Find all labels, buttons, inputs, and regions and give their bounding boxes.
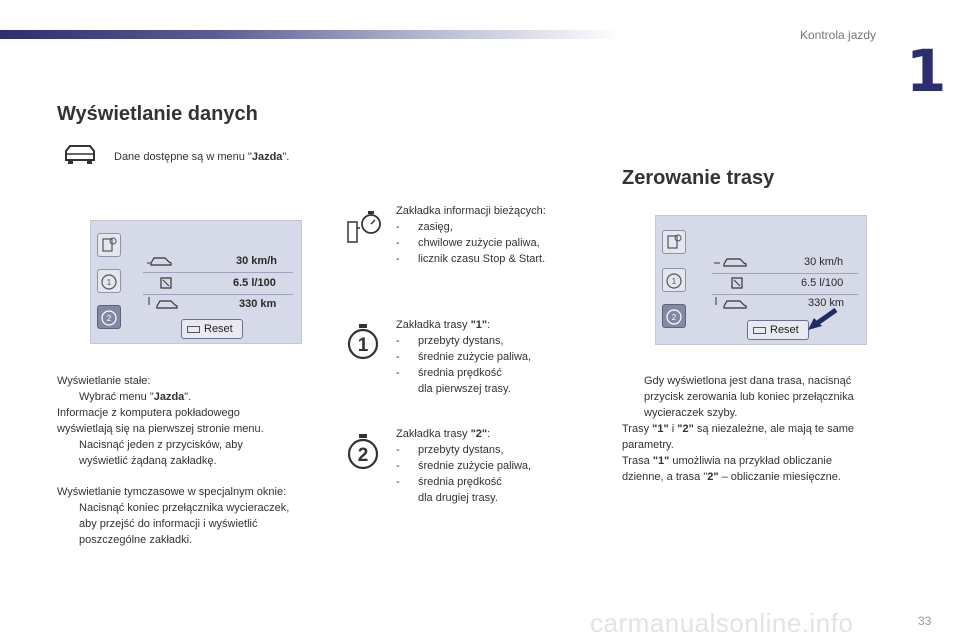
stopwatch-1-icon [98, 270, 120, 292]
watermark: carmanualsonline.info [590, 608, 854, 638]
car-range-icon [147, 253, 175, 267]
reset-button[interactable]: Reset [747, 320, 809, 340]
svg-text:2: 2 [671, 313, 677, 322]
press-arrow-icon [804, 308, 840, 332]
stopwatch-2-icon [98, 306, 120, 328]
screen-speed: 30 km/h [804, 256, 844, 268]
screen-consumption: 6.5 l/100 [233, 277, 276, 289]
menu-hint: Dane dostępne są w menu "Jazda". [114, 151, 290, 163]
tab-button-trip1[interactable] [97, 269, 121, 293]
tab-button-trip2[interactable] [662, 304, 686, 328]
tab-button-current[interactable] [662, 230, 686, 254]
tab-button-trip2[interactable] [97, 305, 121, 329]
current-info-tab-text: Zakładka informacji bieżących: - zasięg, - chwilowe zużycie paliwa, - licznik czasu Stop & Start. [396, 205, 546, 265]
stopwatch-trip1-icon [345, 322, 381, 362]
car-dashboard-icon [62, 143, 98, 165]
chapter-number: 1 [906, 37, 947, 105]
screen-range: 330 km [808, 297, 845, 309]
permanent-display-text: Wyświetlanie stałe: Wybrać menu "Jazda". Informacje z komputera pokładowego wyświetlają się na pierwszej stronie menu. Nacisnąć jeden z przycisków, aby wyświetlić żądaną zakładkę. [57, 375, 264, 467]
screen-consumption: 6.5 l/100 [801, 277, 844, 289]
car-range-icon [714, 254, 754, 268]
car-distance-icon [147, 294, 183, 310]
screen-speed: 30 km/h [236, 255, 277, 267]
trip-computer-screen [90, 220, 302, 344]
reset-button[interactable]: Reset [181, 319, 243, 339]
temporary-display-text: Wyświetlanie tymczasowe w specjalnym oknie: Nacisnąć koniec przełącznika wycieraczek, aby przejść do informacji i wyświetlić poszczególne zakładki. [57, 486, 290, 546]
tab-button-current[interactable] [97, 233, 121, 257]
fuel-tab-icon [98, 234, 120, 256]
screen-range: 330 km [239, 298, 277, 310]
page-number: 33 [918, 614, 932, 628]
stopwatch-trip2-icon [345, 432, 381, 472]
screen-divider [143, 272, 293, 273]
left-heading: Wyświetlanie danych [57, 103, 258, 125]
car-distance-icon [714, 294, 754, 310]
svg-text:1: 1 [357, 335, 369, 356]
trip2-tab-text: Zakładka trasy "2": - przebyty dystans, - średnie zużycie paliwa, - średnia prędkość dla drugiej trasy. [396, 428, 532, 504]
trip1-tab-text: Zakładka trasy "1": - przebyty dystans, - średnie zużycie paliwa, - średnia prędkość dla pierwszej trasy. [396, 319, 532, 395]
fuel-gauge-icon [159, 276, 173, 290]
section-title: Kontrola jazdy [800, 28, 877, 42]
stopwatch-1-icon [663, 269, 685, 291]
keyboard-icon [753, 327, 766, 334]
svg-text:2: 2 [357, 445, 369, 466]
tab-button-trip1[interactable] [662, 268, 686, 292]
svg-text:1: 1 [671, 277, 677, 286]
trip-reset-screen [655, 215, 867, 345]
svg-text:1: 1 [106, 278, 112, 287]
reset-instructions-text: Gdy wyświetlona jest dana trasa, nacisnąć przycisk zerowania lub koniec przełącznika wycieraczek szyby. Trasy "1" i "2" są niezależne, ale mają te same parametry. Trasa "1" umożliwia na przykład obliczanie dzienne, a trasa "2" – obliczanie miesięczne. [622, 375, 855, 483]
keyboard-icon [187, 326, 200, 333]
svg-text:2: 2 [106, 314, 112, 323]
stopwatch-2-icon [663, 305, 685, 327]
screen-divider [712, 273, 858, 274]
header-bar [0, 30, 620, 39]
stopwatch-fuel-icon [344, 206, 384, 246]
fuel-gauge-icon [730, 276, 744, 290]
fuel-tab-icon [663, 231, 685, 253]
right-heading: Zerowanie trasy [622, 167, 775, 189]
